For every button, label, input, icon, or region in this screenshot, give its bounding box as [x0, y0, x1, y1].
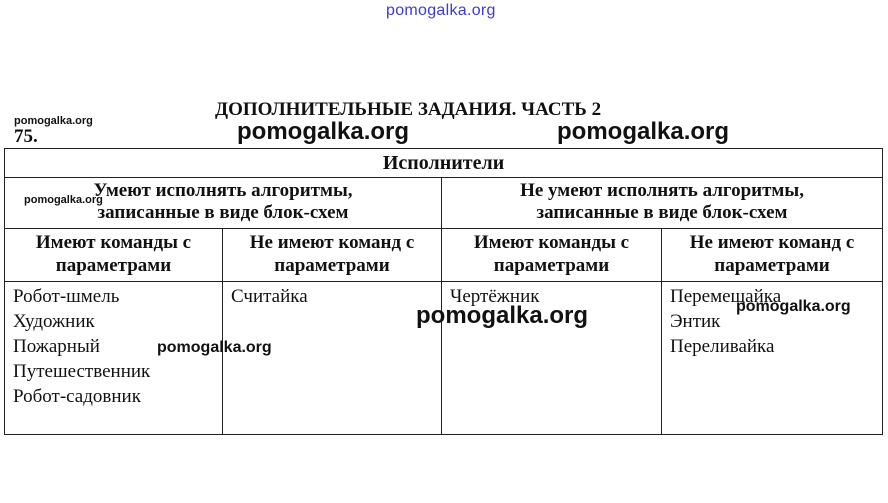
list-item: Чертёжник	[450, 286, 540, 307]
list-item: Энтик	[670, 311, 721, 332]
list-item: Робот-шмель	[13, 286, 120, 307]
subheader-col4-line2: параметрами	[714, 255, 830, 276]
group-header-cannot	[442, 178, 883, 229]
list-item: Переливайка	[670, 336, 775, 357]
subheader-col2-line1: Не имеют команд с	[249, 232, 415, 253]
subheader-col4-line1: Не имеют команд с	[689, 232, 855, 253]
group-header-can-line1: Умеют исполнять алгоритмы,	[93, 180, 353, 201]
list-item: Перемещайка	[670, 286, 782, 307]
performers-table	[4, 148, 883, 435]
table-caption: Исполнители	[5, 149, 883, 178]
watermark-big-right: pomogalka.org	[557, 118, 730, 145]
group-header-cannot-line2: записанные в виде блок-схем	[536, 202, 788, 223]
subheader-col1-line1: Имеют команды с	[35, 232, 192, 253]
list-item: Пожарный	[13, 336, 100, 357]
group-header-can-line2: записанные в виде блок-схем	[97, 202, 349, 223]
watermark-big-center: pomogalka.org	[416, 302, 589, 329]
column-1-list	[5, 282, 223, 435]
watermark-small-3: pomogalka.org	[157, 339, 272, 356]
subheader-col1-line2: параметрами	[55, 255, 172, 276]
list-item: Художник	[13, 311, 95, 332]
watermark-small-2: pomogalka.org	[24, 194, 103, 206]
subheader-col3-line1: Имеют команды с	[473, 232, 630, 253]
subheader-col2-line2: параметрами	[274, 255, 390, 276]
subheader-col3	[442, 229, 662, 282]
subheader-col4	[662, 229, 883, 282]
column-2-list	[223, 282, 442, 435]
task-number: 75.	[14, 126, 38, 147]
watermark-big-left: pomogalka.org	[237, 118, 410, 145]
page-title: ДОПОЛНИТЕЛЬНЫЕ ЗАДАНИЯ. ЧАСТЬ 2	[215, 99, 602, 120]
subheader-col2	[223, 229, 442, 282]
list-item: Путешественник	[13, 361, 151, 382]
subheader-col1	[5, 229, 223, 282]
list-item: Считайка	[231, 286, 308, 307]
list-item: Робот-садовник	[13, 386, 141, 407]
watermark-top[interactable]: pomogalka.org	[386, 2, 496, 19]
watermark-small-1: pomogalka.org	[14, 115, 93, 127]
group-header-cannot-line1: Не умеют исполнять алгоритмы,	[520, 180, 804, 201]
subheader-col3-line2: параметрами	[493, 255, 610, 276]
watermark-mid-right: pomogalka.org	[736, 298, 851, 315]
